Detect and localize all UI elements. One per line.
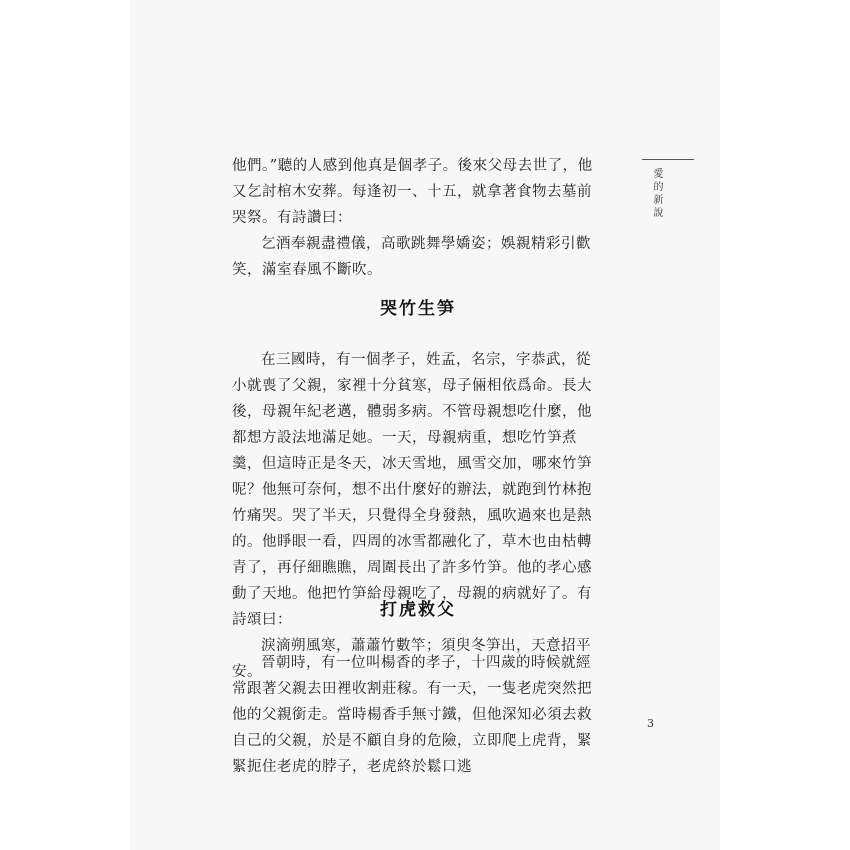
story2-paragraph: 晉朝時，有一位叫楊香的孝子，十四歲的時候就經常跟著父親去田裡收割莊稼。有一天，一隻老虎突然把他的父親銜走。當時楊香手無寸鐵，但他深知必須去救自己的父親，於是不顧自身的危險，立即爬上虎背，緊緊扼住老虎的脖子，老虎終於鬆口逃	[232, 655, 592, 775]
story1-paragraph: 在三國時，有一個孝子，姓孟，名宗，字恭武，從小就喪了父親，家裡十分貧寒，母子倆相依爲命。長大後，母親年紀老邁，體弱多病。不管母親想吃什麼，他都想方設法地滿足她。一天，母親病重，想吃竹笋煮羹，但這時正是冬天，冰天雪地，風雪交加，哪來竹笋呢？他無可奈何，想不出什麼好的辦法，就跑到竹林抱竹痛哭。哭了半天，只覺得全身發熱，風吹過來也是熱的。他睜眼一看，四周的冰雪都融化了，草木也由枯轉青了，再仔細瞧瞧，周圍長出了許多竹笋。他的孝心感動了天地。他把竹笋給母親吃了，母親的病就好了。有詩頌曰：	[232, 352, 592, 628]
story2-section	[232, 650, 604, 780]
intro-section	[232, 153, 604, 283]
intro-paragraph: 他們。”聽的人感到他真是個孝子。後來父母去世了，他又乞討棺木安葬。每逢初一、十五，就拿著食物去墓前哭祭。有詩讚曰：	[232, 158, 593, 226]
running-head-rule	[642, 159, 694, 160]
story2-title: 打虎救父	[380, 600, 456, 620]
story1-section	[232, 347, 604, 685]
running-head: 愛的新說	[651, 168, 662, 220]
page-number: 3	[647, 717, 654, 730]
story1-title: 哭竹生笋	[380, 299, 456, 319]
intro-poem: 乞酒奉親盡禮儀，高歌跳舞學嬌姿；娛親精彩引歡笑，滿室春風不斷吹。	[232, 236, 591, 278]
story1-poem: 淚滴朔風寒，蕭蕭竹數竿；須臾冬笋出，天意招平安。	[232, 638, 591, 680]
